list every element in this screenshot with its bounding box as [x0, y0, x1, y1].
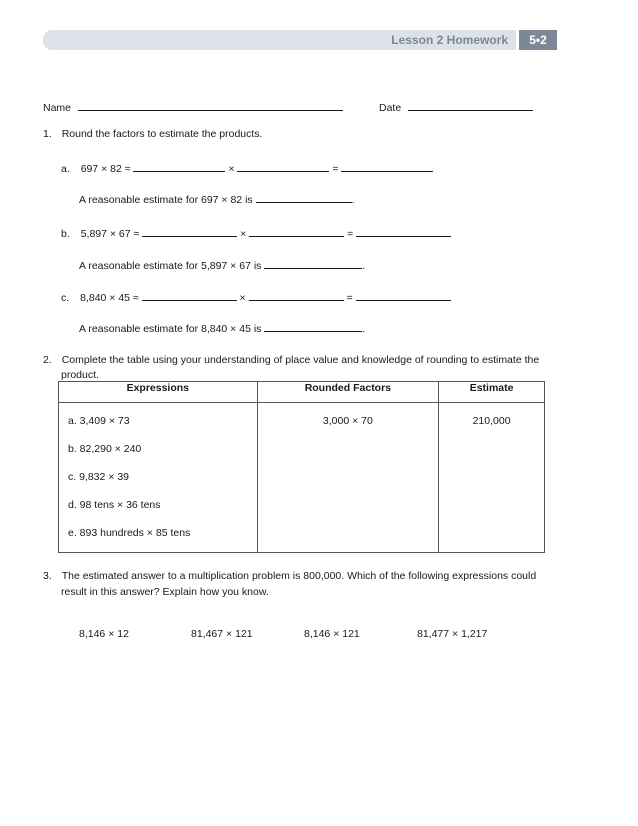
name-field[interactable] [43, 100, 343, 114]
expression-item: e. 893 hundreds × 85 tens [68, 527, 191, 539]
expression-item: a. 3,409 × 73 [68, 415, 130, 427]
q3-option: 81,467 × 121 [191, 628, 253, 640]
rounded-factors-cell[interactable] [257, 403, 439, 553]
q1a-end: . [351, 194, 355, 206]
q1c-equals: = [346, 292, 353, 304]
q1a-blank-2[interactable] [237, 161, 329, 172]
col-header-estimate: Estimate [439, 382, 545, 403]
q1c-times: × [239, 292, 246, 304]
q1-prompt: Round the factors to estimate the products. [61, 128, 263, 140]
expression-item: d. 98 tens × 36 tens [68, 499, 161, 511]
q1b-reasonable-blank[interactable] [264, 258, 362, 269]
table-header-row [59, 382, 545, 403]
q2-prompt-line1: Complete the table using your understanding of place value and knowledge of rounding to estimate the [61, 354, 540, 366]
q1b-equals: = [347, 228, 354, 240]
q1a-letter: a. [61, 163, 70, 175]
q1a-reasonable [79, 192, 355, 206]
q1a-blank-1[interactable] [133, 161, 225, 172]
q3-option: 81,477 × 1,217 [417, 628, 488, 640]
q1c-blank-3[interactable] [356, 290, 451, 301]
rounded-example: 3,000 × 70 [322, 415, 373, 427]
date-blank[interactable] [408, 100, 533, 111]
q3-prompt-line2: result in this answer? Explain how you know. [61, 586, 269, 598]
q1b-end: . [362, 260, 366, 272]
q1b-blank-3[interactable] [356, 226, 451, 237]
q1a-reasonable-blank[interactable] [256, 192, 352, 203]
q3-number: 3. [43, 570, 52, 582]
q1b-blank-2[interactable] [249, 226, 344, 237]
q1-part-b [61, 226, 451, 240]
expression-item: c. 9,832 × 39 [68, 471, 130, 483]
q1b-blank-1[interactable] [142, 226, 237, 237]
q3-prompt-line1: The estimated answer to a multiplication problem is 800,000. Which of the following expressions could [61, 570, 537, 582]
lesson-title: Lesson 2 Homework [391, 33, 508, 47]
q1b-expr: 5,897 × 67 ≈ [80, 228, 140, 240]
q1b-reasonable [79, 258, 365, 272]
estimate-cell[interactable] [439, 403, 545, 553]
q1c-expr: 8,840 × 45 ≈ [80, 292, 139, 304]
q1c-end: . [362, 323, 366, 335]
module-badge: 5•2 [519, 30, 557, 50]
q1-heading [43, 128, 262, 140]
q1a-expr: 697 × 82 ≈ [80, 163, 131, 175]
header-bar [43, 30, 516, 50]
q1c-reasonable-text: A reasonable estimate for 8,840 × 45 is [79, 323, 262, 335]
q1a-equals: = [332, 163, 339, 175]
expressions-cell [59, 403, 258, 553]
q3-option: 8,146 × 121 [304, 628, 360, 640]
q1-number: 1. [43, 128, 52, 140]
q1-part-a [61, 161, 433, 175]
q1b-letter: b. [61, 228, 70, 240]
q1b-times: × [240, 228, 247, 240]
date-label: Date [379, 102, 402, 114]
q2-number: 2. [43, 354, 52, 366]
expression-item: b. 82,290 × 240 [68, 443, 142, 455]
col-header-expressions: Expressions [59, 382, 258, 403]
q3-heading [43, 570, 536, 582]
q1-part-c [61, 290, 451, 304]
q2-prompt-line2: product. [61, 369, 99, 381]
estimate-example: 210,000 [472, 415, 511, 427]
q1c-reasonable-blank[interactable] [264, 321, 362, 332]
q1a-blank-3[interactable] [341, 161, 433, 172]
q1c-letter: c. [61, 292, 70, 304]
q1c-blank-2[interactable] [249, 290, 344, 301]
col-header-rounded: Rounded Factors [257, 382, 439, 403]
q3-option: 8,146 × 12 [79, 628, 129, 640]
date-field[interactable] [379, 100, 533, 114]
q1a-times: × [228, 163, 235, 175]
estimate-table [58, 381, 545, 553]
q1c-reasonable [79, 321, 365, 335]
q1c-blank-1[interactable] [142, 290, 237, 301]
table-body-row [59, 403, 545, 553]
q2-heading [43, 354, 539, 366]
q1b-reasonable-text: A reasonable estimate for 5,897 × 67 is [79, 260, 262, 272]
q1a-reasonable-text: A reasonable estimate for 697 × 82 is [79, 194, 253, 206]
name-blank[interactable] [78, 100, 343, 111]
name-label: Name [43, 102, 72, 114]
